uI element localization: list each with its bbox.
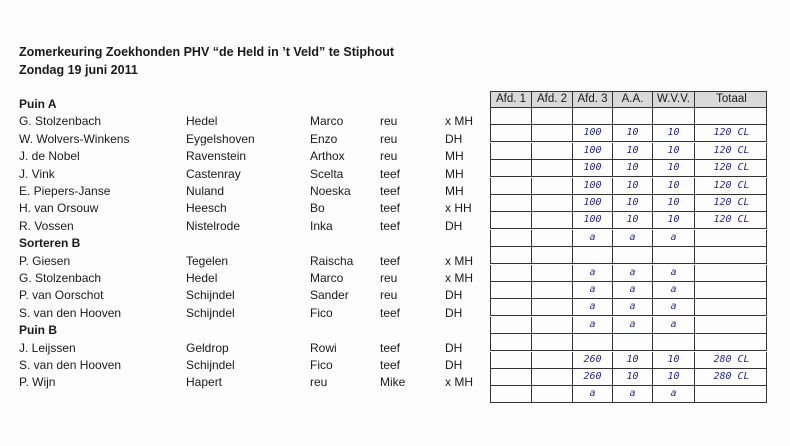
score-cell: a bbox=[653, 282, 695, 298]
score-cell: 100 bbox=[573, 125, 613, 141]
score-cell: 10 bbox=[653, 352, 695, 368]
score-cell: a bbox=[613, 265, 653, 281]
participant-name: J. Leijssen bbox=[19, 340, 76, 355]
table-row bbox=[0, 305, 480, 322]
score-cell bbox=[491, 230, 532, 246]
score-row bbox=[490, 125, 767, 142]
participant-class: x MH bbox=[445, 271, 473, 285]
participant-class: DH bbox=[445, 131, 463, 146]
score-cell: 280 CL bbox=[713, 371, 750, 382]
score-cell: 100 bbox=[573, 195, 613, 211]
dog-name: Rowi bbox=[310, 340, 337, 355]
grid-column-header: Afd. 2 bbox=[532, 92, 573, 107]
score-cell bbox=[491, 143, 532, 159]
table-row bbox=[0, 340, 480, 357]
participant-class: x MH bbox=[445, 114, 473, 129]
participant-name: S. van den Hooven bbox=[19, 305, 122, 320]
document-date: Zondag 19 juni 2011 bbox=[19, 63, 138, 77]
dog-name: Sander bbox=[310, 288, 349, 303]
participant-name: G. Stolzenbach bbox=[19, 114, 102, 129]
score-cell: 10 bbox=[653, 125, 695, 141]
grid-column-header: W.V.V. bbox=[653, 92, 695, 107]
participant-name: P. van Oorschot bbox=[19, 288, 104, 303]
table-row bbox=[0, 218, 480, 235]
score-cell: a bbox=[613, 317, 653, 333]
score-cell bbox=[573, 108, 613, 124]
participant-place: Geldrop bbox=[186, 340, 229, 355]
score-cell: 10 bbox=[613, 195, 653, 211]
score-row bbox=[490, 369, 767, 386]
score-cell: a bbox=[613, 299, 653, 315]
participant-class: MH bbox=[445, 166, 464, 181]
score-cell bbox=[491, 299, 532, 315]
score-cell bbox=[573, 334, 613, 350]
score-cell bbox=[532, 282, 573, 298]
score-cell: a bbox=[653, 299, 695, 315]
participant-place: Schijndel bbox=[186, 358, 235, 372]
dog-name: Raischa bbox=[310, 253, 354, 268]
dog-sex: teef bbox=[380, 184, 401, 198]
dog-sex: reu bbox=[380, 114, 398, 129]
dog-name: Arthox bbox=[310, 149, 345, 164]
score-cell bbox=[491, 125, 532, 141]
score-cell bbox=[532, 160, 573, 176]
score-cell: 120 CL bbox=[713, 144, 750, 156]
table-row bbox=[0, 166, 480, 183]
participant-class: x HH bbox=[445, 201, 472, 216]
participant-class: MH bbox=[445, 149, 464, 164]
score-grid-header bbox=[490, 91, 767, 108]
score-cell bbox=[491, 108, 532, 124]
participant-name: P. Wijn bbox=[19, 375, 56, 390]
score-cell bbox=[491, 282, 532, 298]
score-cell bbox=[695, 230, 768, 246]
grid-column-header: A.A. bbox=[613, 92, 653, 107]
document-header bbox=[19, 43, 394, 79]
score-cell bbox=[532, 178, 573, 194]
section-title: Sorteren B bbox=[19, 236, 81, 251]
score-cell: 10 bbox=[613, 352, 653, 368]
score-cell bbox=[613, 334, 653, 350]
score-cell: a bbox=[573, 386, 613, 402]
participant-place: Hedel bbox=[186, 271, 218, 285]
score-cell: a bbox=[653, 317, 695, 333]
dog-name: Marco bbox=[310, 114, 344, 129]
participant-place: Nuland bbox=[186, 184, 225, 198]
participant-place: Hedel bbox=[186, 114, 218, 129]
score-cell: a bbox=[573, 299, 613, 315]
table-row bbox=[0, 270, 480, 287]
section-heading bbox=[0, 96, 480, 113]
participant-place: Castenray bbox=[186, 166, 241, 181]
score-cell bbox=[695, 317, 768, 333]
score-cell: a bbox=[613, 282, 653, 298]
participant-name: R. Vossen bbox=[19, 218, 74, 233]
score-cell bbox=[491, 369, 532, 385]
score-cell bbox=[653, 334, 695, 350]
participant-name: J. Vink bbox=[19, 166, 55, 181]
score-cell bbox=[695, 108, 768, 124]
dog-name: Enzo bbox=[310, 131, 338, 146]
score-cell: 100 bbox=[573, 178, 613, 194]
participant-name: P. Giesen bbox=[19, 253, 71, 268]
score-cell bbox=[532, 265, 573, 281]
score-cell bbox=[653, 247, 695, 263]
participant-place: Heesch bbox=[186, 201, 227, 216]
participant-name: W. Wolvers-Winkens bbox=[19, 131, 130, 146]
score-cell bbox=[695, 247, 768, 263]
score-row bbox=[490, 160, 767, 177]
score-cell: 10 bbox=[653, 212, 695, 228]
section-title: Puin A bbox=[19, 97, 57, 111]
score-cell: a bbox=[653, 386, 695, 402]
participant-name: E. Piepers-Janse bbox=[19, 184, 111, 198]
score-row bbox=[490, 212, 767, 229]
dog-sex: teef bbox=[380, 166, 401, 181]
participant-place: Ravenstein bbox=[186, 149, 247, 164]
participant-name: G. Stolzenbach bbox=[19, 271, 102, 285]
score-row bbox=[490, 334, 767, 351]
score-cell bbox=[491, 195, 532, 211]
score-cell bbox=[491, 212, 532, 228]
dog-sex: teef bbox=[380, 253, 401, 268]
dog-name: Noeska bbox=[310, 184, 351, 198]
dog-sex: reu bbox=[380, 131, 398, 146]
participant-class: DH bbox=[445, 218, 463, 233]
participant-class: x MH bbox=[445, 375, 473, 390]
score-cell: a bbox=[653, 265, 695, 281]
score-cell bbox=[695, 265, 768, 281]
score-cell bbox=[573, 247, 613, 263]
table-row bbox=[0, 200, 480, 217]
participant-name: H. van Orsouw bbox=[19, 201, 99, 216]
participant-place: Hapert bbox=[186, 375, 223, 390]
score-cell: a bbox=[613, 230, 653, 246]
score-cell: a bbox=[653, 230, 695, 246]
score-cell: 100 bbox=[573, 143, 613, 159]
score-cell: a bbox=[573, 317, 613, 333]
score-row bbox=[490, 282, 767, 299]
score-cell bbox=[532, 230, 573, 246]
dog-name: Scelta bbox=[310, 166, 344, 181]
score-cell bbox=[532, 125, 573, 141]
dog-sex: teef bbox=[380, 340, 401, 355]
participant-name: S. van den Hooven bbox=[19, 358, 122, 372]
dog-name: reu bbox=[310, 375, 328, 390]
participant-place: Eygelshoven bbox=[186, 131, 255, 146]
score-cell: a bbox=[573, 282, 613, 298]
table-row bbox=[0, 374, 480, 391]
score-cell bbox=[613, 247, 653, 263]
score-cell: 10 bbox=[653, 195, 695, 211]
dog-sex: teef bbox=[380, 305, 401, 320]
score-row bbox=[490, 108, 767, 125]
participant-class: DH bbox=[445, 288, 463, 303]
dog-sex: teef bbox=[380, 201, 401, 216]
dog-sex: reu bbox=[380, 271, 398, 285]
score-cell: 10 bbox=[613, 160, 653, 176]
score-cell bbox=[532, 352, 573, 368]
score-row bbox=[490, 352, 767, 369]
score-cell bbox=[695, 334, 768, 350]
participant-place: Schijndel bbox=[186, 288, 235, 303]
score-cell bbox=[532, 247, 573, 263]
dog-sex: reu bbox=[380, 288, 398, 303]
score-cell bbox=[653, 108, 695, 124]
participant-class: x MH bbox=[445, 253, 473, 268]
score-cell bbox=[491, 334, 532, 350]
score-cell bbox=[613, 108, 653, 124]
score-cell: 120 CL bbox=[713, 197, 750, 208]
participant-class: MH bbox=[445, 184, 464, 198]
table-row bbox=[0, 148, 480, 165]
dog-name: Bo bbox=[310, 201, 325, 216]
participant-class: DH bbox=[445, 358, 463, 372]
score-row bbox=[490, 230, 767, 247]
score-cell bbox=[532, 334, 573, 350]
participant-name: J. de Nobel bbox=[19, 149, 80, 164]
table-row bbox=[0, 357, 480, 374]
score-cell: 280 CL bbox=[713, 353, 750, 365]
score-cell: 10 bbox=[653, 160, 695, 176]
dog-name: Fico bbox=[310, 305, 333, 320]
score-cell: 10 bbox=[613, 212, 653, 228]
score-cell: 10 bbox=[653, 143, 695, 159]
participant-class: DH bbox=[445, 340, 463, 355]
grid-column-header: Afd. 1 bbox=[491, 92, 532, 107]
score-cell: 10 bbox=[613, 125, 653, 141]
score-cell bbox=[532, 108, 573, 124]
score-cell bbox=[491, 386, 532, 402]
score-cell bbox=[532, 195, 573, 211]
dog-sex: teef bbox=[380, 218, 401, 233]
score-cell: 10 bbox=[613, 143, 653, 159]
dog-sex: Mike bbox=[380, 375, 406, 390]
score-cell: 100 bbox=[573, 160, 613, 176]
table-row bbox=[0, 287, 480, 304]
score-cell: a bbox=[573, 230, 613, 246]
score-cell: 120 CL bbox=[713, 162, 750, 174]
table-row bbox=[0, 183, 480, 200]
score-row bbox=[490, 317, 767, 334]
section-title: Puin B bbox=[19, 323, 57, 338]
dog-sex: teef bbox=[380, 358, 401, 372]
score-row bbox=[490, 143, 767, 160]
score-cell bbox=[532, 386, 573, 402]
score-row bbox=[490, 265, 767, 282]
table-row bbox=[0, 131, 480, 148]
score-cell bbox=[695, 386, 768, 402]
score-cell: a bbox=[613, 386, 653, 402]
grid-column-header: Totaal bbox=[716, 93, 747, 105]
dog-name: Fico bbox=[310, 358, 333, 372]
score-cell bbox=[491, 247, 532, 263]
score-cell bbox=[491, 265, 532, 281]
score-row bbox=[490, 386, 767, 403]
score-grid bbox=[490, 91, 767, 400]
score-cell bbox=[532, 369, 573, 385]
score-cell: 10 bbox=[653, 178, 695, 194]
score-cell: 120 CL bbox=[713, 179, 750, 191]
table-row bbox=[0, 253, 480, 270]
table-row bbox=[0, 113, 480, 130]
document-title: Zomerkeuring Zoekhonden PHV “de Held in ’t Veld” te Stiphout bbox=[19, 45, 395, 59]
score-cell: 10 bbox=[613, 178, 653, 194]
grid-column-header: Afd. 3 bbox=[573, 92, 613, 107]
score-cell: 120 CL bbox=[713, 214, 750, 226]
dog-sex: reu bbox=[380, 149, 398, 164]
score-cell bbox=[491, 160, 532, 176]
score-cell bbox=[491, 178, 532, 194]
score-cell: 10 bbox=[613, 369, 653, 385]
score-row bbox=[490, 195, 767, 212]
score-cell bbox=[695, 299, 768, 315]
score-cell bbox=[695, 282, 768, 298]
score-cell: 100 bbox=[573, 212, 613, 228]
score-cell bbox=[532, 143, 573, 159]
score-row bbox=[490, 247, 767, 264]
participant-place: Schijndel bbox=[186, 305, 235, 320]
dog-name: Marco bbox=[310, 271, 344, 285]
score-cell bbox=[491, 317, 532, 333]
participant-place: Tegelen bbox=[186, 253, 229, 268]
score-cell: 260 bbox=[573, 369, 613, 385]
score-cell bbox=[532, 212, 573, 228]
score-cell: 260 bbox=[573, 352, 613, 368]
score-cell: a bbox=[573, 265, 613, 281]
section-heading bbox=[0, 322, 480, 339]
section-heading bbox=[0, 235, 480, 252]
participant-place: Nistelrode bbox=[186, 218, 241, 233]
score-cell bbox=[532, 317, 573, 333]
score-cell bbox=[491, 352, 532, 368]
score-row bbox=[490, 178, 767, 195]
participant-class: DH bbox=[445, 305, 463, 320]
score-row bbox=[490, 299, 767, 316]
score-cell: 120 CL bbox=[713, 127, 750, 139]
dog-name: Inka bbox=[310, 218, 333, 233]
score-cell: 10 bbox=[653, 369, 695, 385]
score-cell bbox=[532, 299, 573, 315]
